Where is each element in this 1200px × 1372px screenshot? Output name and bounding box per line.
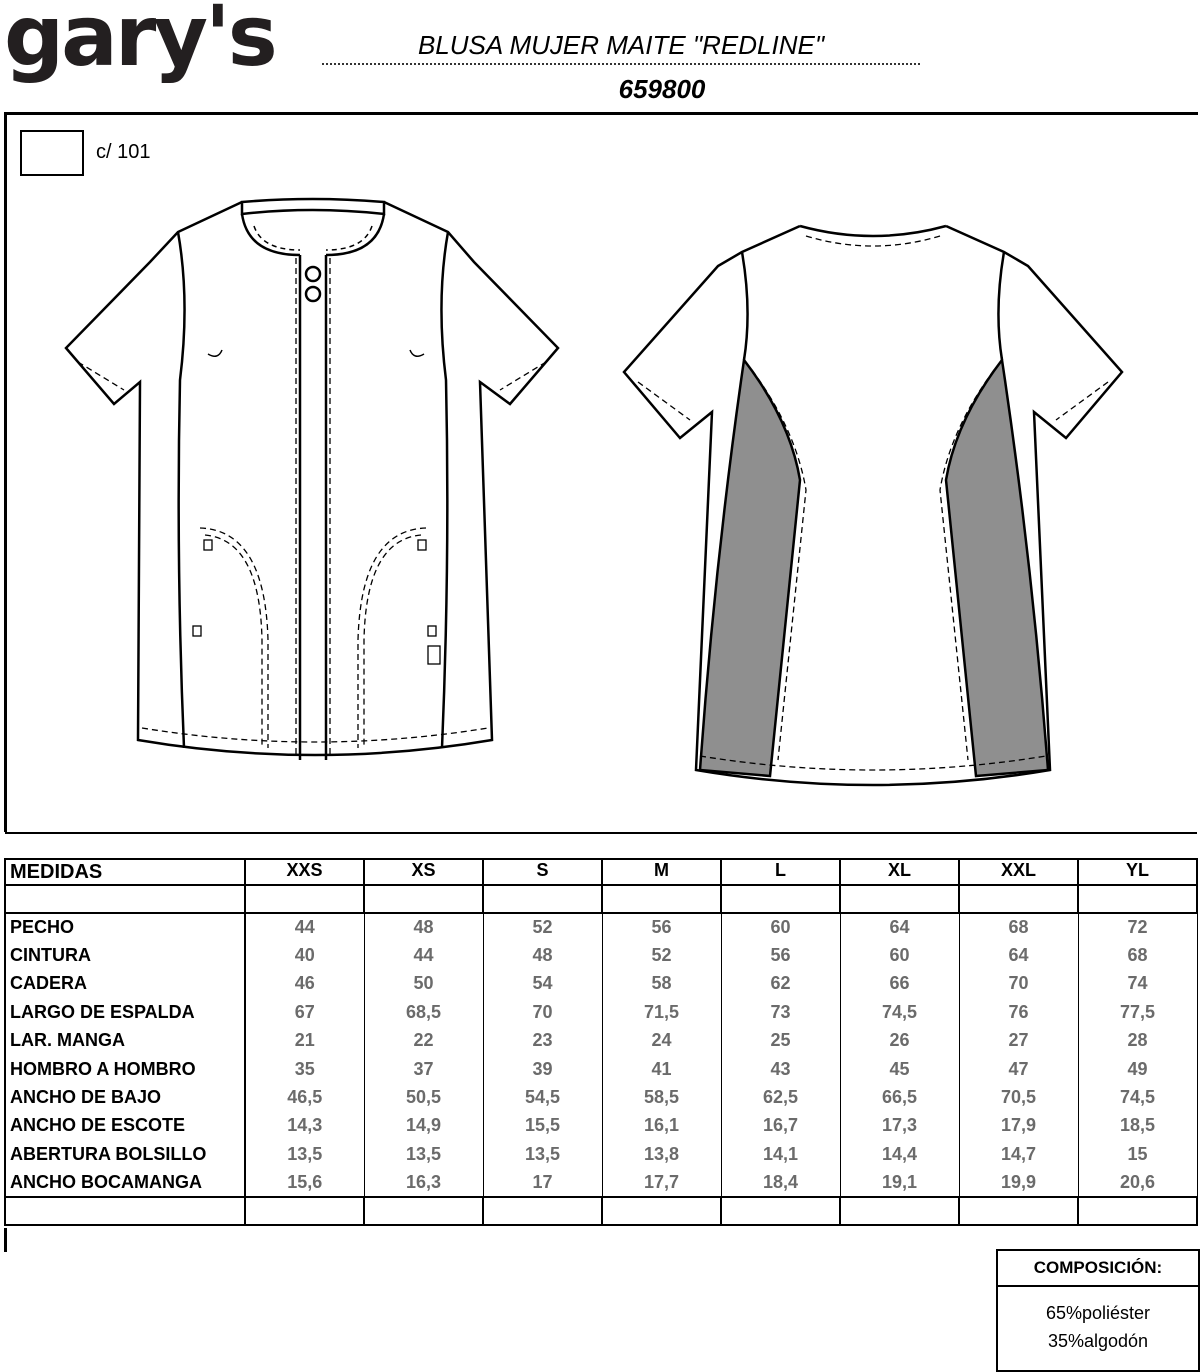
measurement-value: 68,5 bbox=[364, 998, 483, 1026]
measurement-value: 13,8 bbox=[602, 1140, 721, 1168]
measurement-label: ANCHO DE ESCOTE bbox=[5, 1112, 245, 1140]
title-underline bbox=[322, 63, 920, 65]
side-panel-left bbox=[700, 360, 800, 776]
measurement-value: 64 bbox=[959, 941, 1078, 969]
measurement-value: 60 bbox=[840, 941, 959, 969]
measurement-row bbox=[5, 1055, 1197, 1083]
measurement-value: 68 bbox=[959, 913, 1078, 941]
measurement-value: 54,5 bbox=[483, 1083, 602, 1111]
front-view-drawing bbox=[66, 199, 558, 760]
measurement-value: 13,5 bbox=[483, 1140, 602, 1168]
measurement-row bbox=[5, 1027, 1197, 1055]
measurement-value: 49 bbox=[1078, 1055, 1197, 1083]
measurement-row bbox=[5, 1140, 1197, 1168]
measurement-value: 60 bbox=[721, 913, 840, 941]
measurement-value: 17,7 bbox=[602, 1169, 721, 1197]
measurement-value: 62 bbox=[721, 970, 840, 998]
product-code: 659800 bbox=[618, 74, 706, 104]
measurement-value: 16,3 bbox=[364, 1169, 483, 1197]
measurement-value: 13,5 bbox=[245, 1140, 364, 1168]
measurement-value: 46 bbox=[245, 970, 364, 998]
measurement-value: 70 bbox=[959, 970, 1078, 998]
measurement-value: 16,1 bbox=[602, 1112, 721, 1140]
measurement-row bbox=[5, 1112, 1197, 1140]
measurement-value: 39 bbox=[483, 1055, 602, 1083]
measurement-value: 19,1 bbox=[840, 1169, 959, 1197]
composition-line: 35%algodón bbox=[1047, 1331, 1149, 1351]
measurement-value: 52 bbox=[483, 913, 602, 941]
measurement-label: CINTURA bbox=[5, 941, 245, 969]
measurement-value: 43 bbox=[721, 1055, 840, 1083]
measurement-value: 28 bbox=[1078, 1027, 1197, 1055]
measurement-value: 58 bbox=[602, 970, 721, 998]
measurement-value: 40 bbox=[245, 941, 364, 969]
size-yl: YL bbox=[1078, 859, 1197, 885]
measurement-label: CADERA bbox=[5, 970, 245, 998]
size-xl: XL bbox=[840, 859, 959, 885]
size-xs: XS bbox=[364, 859, 483, 885]
measurement-row bbox=[5, 970, 1197, 998]
measurement-value: 45 bbox=[840, 1055, 959, 1083]
measurement-value: 64 bbox=[840, 913, 959, 941]
measurement-value: 26 bbox=[840, 1027, 959, 1055]
measurement-label: PECHO bbox=[5, 913, 245, 941]
product-title: BLUSA MUJER MAITE "REDLINE" bbox=[417, 30, 825, 60]
composition-box bbox=[996, 1249, 1200, 1372]
measurement-value: 47 bbox=[959, 1055, 1078, 1083]
measurement-value: 37 bbox=[364, 1055, 483, 1083]
measurement-label: ABERTURA BOLSILLO bbox=[5, 1140, 245, 1168]
measurement-value: 21 bbox=[245, 1027, 364, 1055]
measurement-value: 15 bbox=[1078, 1140, 1197, 1168]
measurement-value: 22 bbox=[364, 1027, 483, 1055]
measurement-value: 17,3 bbox=[840, 1112, 959, 1140]
side-panel-right bbox=[946, 360, 1048, 776]
measurement-label: ANCHO DE BAJO bbox=[5, 1083, 245, 1111]
measurement-value: 56 bbox=[721, 941, 840, 969]
measurement-value: 66 bbox=[840, 970, 959, 998]
measurement-value: 44 bbox=[364, 941, 483, 969]
measurement-value: 20,6 bbox=[1078, 1169, 1197, 1197]
measurement-value: 19,9 bbox=[959, 1169, 1078, 1197]
measurement-row bbox=[5, 913, 1197, 941]
measurement-value: 17,9 bbox=[959, 1112, 1078, 1140]
size-m: M bbox=[602, 859, 721, 885]
measurement-label: LAR. MANGA bbox=[5, 1027, 245, 1055]
measurement-value: 14,7 bbox=[959, 1140, 1078, 1168]
size-xxl: XXL bbox=[959, 859, 1078, 885]
table-left-rule bbox=[4, 1228, 7, 1252]
measurement-value: 62,5 bbox=[721, 1083, 840, 1111]
measurement-value: 14,9 bbox=[364, 1112, 483, 1140]
measurement-row bbox=[5, 1169, 1197, 1197]
measurement-value: 14,4 bbox=[840, 1140, 959, 1168]
measurement-value: 72 bbox=[1078, 913, 1197, 941]
measurement-value: 74,5 bbox=[1078, 1083, 1197, 1111]
measurement-label: HOMBRO A HOMBRO bbox=[5, 1055, 245, 1083]
measurement-value: 13,5 bbox=[364, 1140, 483, 1168]
brand-logo: gary's bbox=[4, 0, 275, 85]
measurement-table bbox=[4, 832, 1198, 1226]
measurement-value: 52 bbox=[602, 941, 721, 969]
garment-drawings bbox=[0, 150, 1200, 800]
measurement-value: 18,4 bbox=[721, 1169, 840, 1197]
measurement-row bbox=[5, 941, 1197, 969]
measurement-row bbox=[5, 1083, 1197, 1111]
measurement-value: 35 bbox=[245, 1055, 364, 1083]
measurement-value: 74 bbox=[1078, 970, 1197, 998]
measurement-value: 70 bbox=[483, 998, 602, 1026]
measurement-value: 23 bbox=[483, 1027, 602, 1055]
measurement-value: 27 bbox=[959, 1027, 1078, 1055]
measurement-value: 41 bbox=[602, 1055, 721, 1083]
measurement-value: 54 bbox=[483, 970, 602, 998]
measurement-value: 58,5 bbox=[602, 1083, 721, 1111]
measurement-value: 16,7 bbox=[721, 1112, 840, 1140]
measurement-value: 67 bbox=[245, 998, 364, 1026]
measurement-value: 56 bbox=[602, 913, 721, 941]
composition-title: COMPOSICIÓN: bbox=[998, 1251, 1198, 1287]
measurement-value: 24 bbox=[602, 1027, 721, 1055]
measurement-value: 18,5 bbox=[1078, 1112, 1197, 1140]
measurement-value: 17 bbox=[483, 1169, 602, 1197]
color-reference: c/ 101 bbox=[96, 141, 151, 163]
measurement-value: 14,3 bbox=[245, 1112, 364, 1140]
measurement-value: 74,5 bbox=[840, 998, 959, 1026]
measures-header: MEDIDAS bbox=[5, 859, 245, 885]
measurement-label: ANCHO BOCAMANGA bbox=[5, 1169, 245, 1197]
measurement-value: 25 bbox=[721, 1027, 840, 1055]
size-header-row bbox=[5, 859, 1197, 885]
composition-line: 65%poliéster bbox=[1045, 1303, 1151, 1323]
size-l: L bbox=[721, 859, 840, 885]
measurement-value: 46,5 bbox=[245, 1083, 364, 1111]
measurement-value: 44 bbox=[245, 913, 364, 941]
measurement-value: 50 bbox=[364, 970, 483, 998]
measurement-value: 76 bbox=[959, 998, 1078, 1026]
measurement-value: 14,1 bbox=[721, 1140, 840, 1168]
size-xxs: XXS bbox=[245, 859, 364, 885]
size-s: S bbox=[483, 859, 602, 885]
measurement-row bbox=[5, 998, 1197, 1026]
measurement-value: 66,5 bbox=[840, 1083, 959, 1111]
back-view-drawing bbox=[624, 226, 1122, 785]
measurement-value: 15,5 bbox=[483, 1112, 602, 1140]
measurement-value: 77,5 bbox=[1078, 998, 1197, 1026]
measurement-value: 50,5 bbox=[364, 1083, 483, 1111]
measurement-value: 48 bbox=[364, 913, 483, 941]
measurement-value: 15,6 bbox=[245, 1169, 364, 1197]
measurement-label: LARGO DE ESPALDA bbox=[5, 998, 245, 1026]
measurement-value: 73 bbox=[721, 998, 840, 1026]
measurement-value: 71,5 bbox=[602, 998, 721, 1026]
measurement-value: 48 bbox=[483, 941, 602, 969]
measurement-value: 68 bbox=[1078, 941, 1197, 969]
measurement-value: 70,5 bbox=[959, 1083, 1078, 1111]
